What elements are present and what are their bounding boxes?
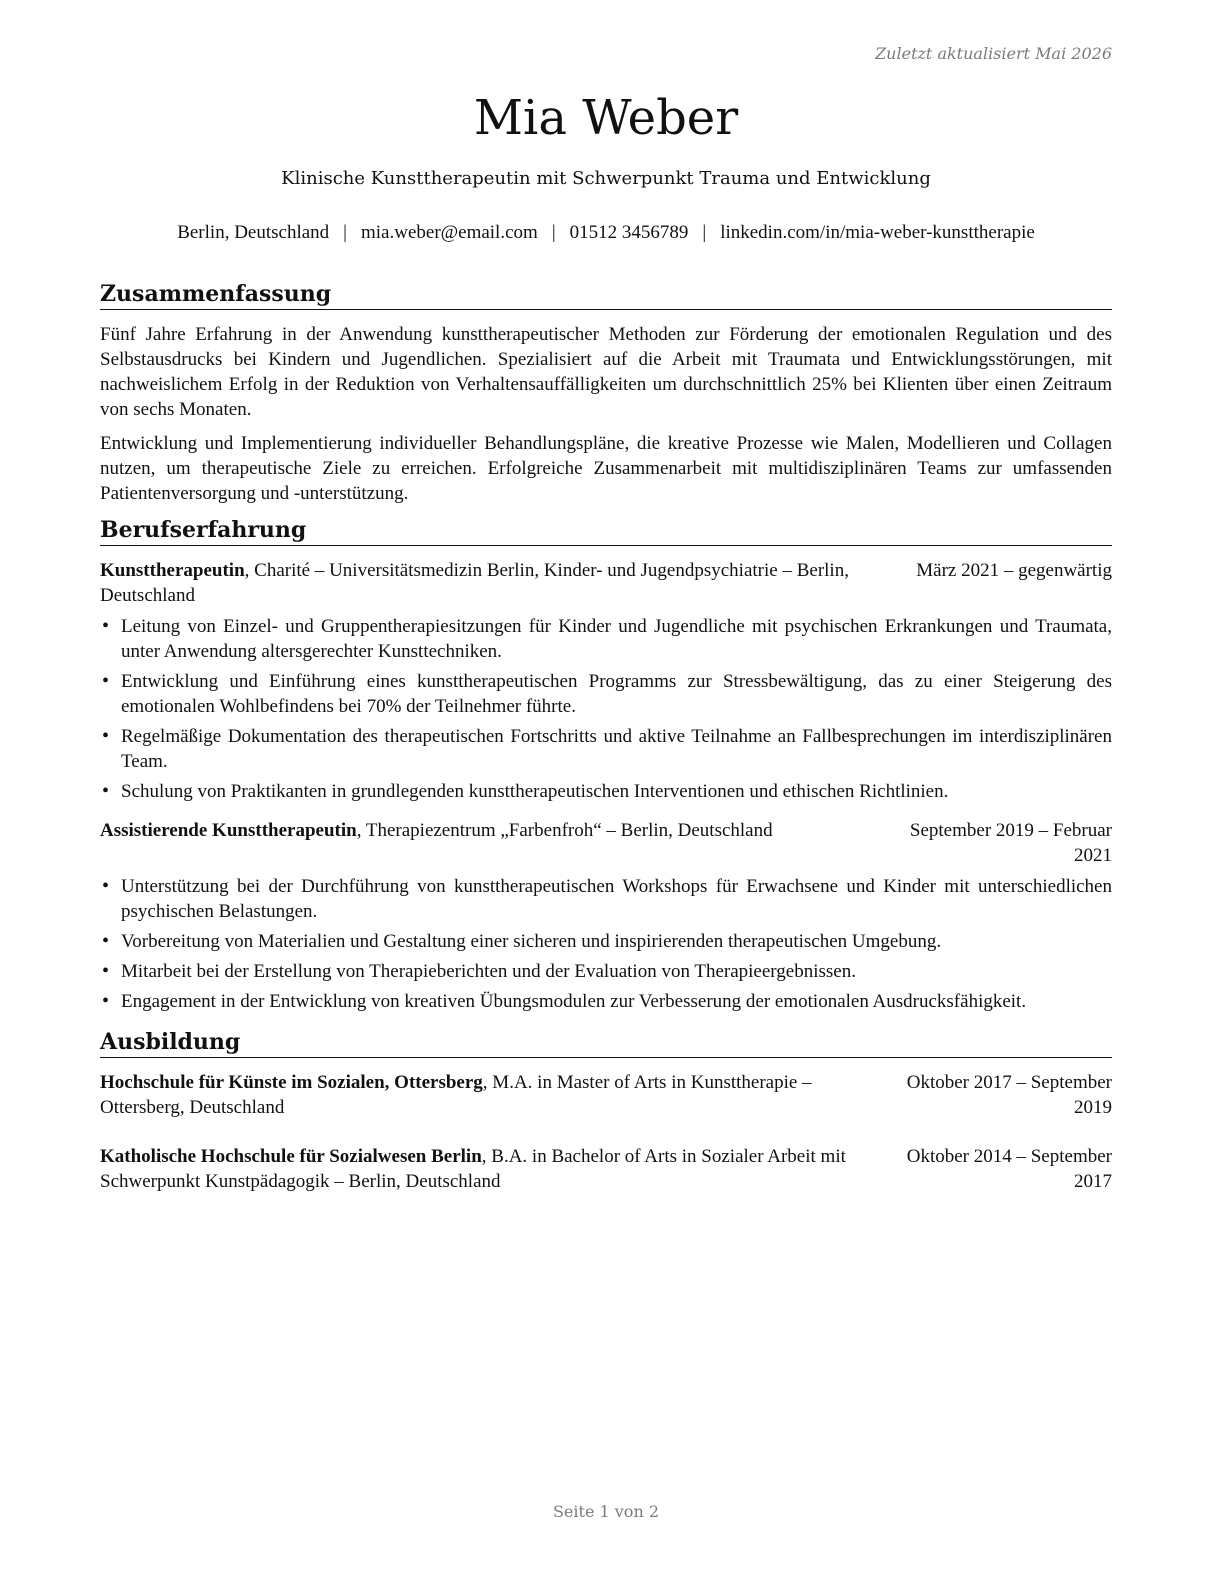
summary-paragraph: Entwicklung und Implementierung individueller Behandlungspläne, die kreative Prozesse wie Malen, Modellieren und Collagen nutzen, um therapeutische Ziele zu erreichen. Erfolgreiche Zusammenarbeit mit multidisziplinären Teams zur umfassenden Patientenversorgung und -unterstützung. <box>100 433 1112 504</box>
last-updated: Zuletzt aktualisiert Mai 2026 <box>875 44 1112 63</box>
job-dates: März 2021 – gegenwärtig <box>916 560 1112 581</box>
job-title-line <box>100 558 902 608</box>
education-header <box>100 1070 1112 1120</box>
candidate-name: Mia Weber <box>473 90 739 146</box>
section-title-experience: Berufserfahrung <box>100 516 1112 546</box>
list-item: • Schulung von Praktikanten in grundlegenden kunsttherapeutischen Interventionen und ethischen Richtlinien. <box>100 779 1112 804</box>
school-name: Hochschule für Künste im Sozialen, Ottersberg <box>100 1072 483 1093</box>
education-header <box>100 1144 1112 1194</box>
job-header <box>100 558 1112 608</box>
job-role: Kunsttherapeutin <box>100 560 245 581</box>
contact-location: Berlin, Deutschland <box>177 222 330 243</box>
job-header <box>100 818 1112 868</box>
contact-separator: | <box>551 222 556 243</box>
summary-section <box>100 280 1112 506</box>
school-name: Katholische Hochschule für Sozialwesen Berlin <box>100 1146 482 1167</box>
job-dates: September 2019 – Februar 2021 <box>909 820 1112 866</box>
list-item: • Vorbereitung von Materialien und Gestaltung einer sicheren und inspirierenden therapeutischen Umgebung. <box>100 929 1112 954</box>
job-entry <box>100 818 1112 1014</box>
resume-page <box>100 0 1112 1584</box>
job-entry <box>100 558 1112 804</box>
contact-email[interactable]: mia.weber@email.com <box>360 222 538 243</box>
list-item: • Regelmäßige Dokumentation des therapeutischen Fortschritts und aktive Teilnahme an Fallbesprechungen im interdisziplinären Team. <box>100 724 1112 774</box>
list-item: • Unterstützung bei der Durchführung von kunsttherapeutischen Workshops für Erwachsene und Kinder mit unterschiedlichen psychischen Belastungen. <box>100 874 1112 924</box>
contact-line <box>100 220 1112 245</box>
education-entry <box>100 1144 1112 1194</box>
education-dates: Oktober 2014 – September 2017 <box>906 1146 1112 1192</box>
list-item: • Leitung von Einzel- und Gruppentherapiesitzungen für Kinder und Jugendliche mit psychischen Erkrankungen und Traumata, unter Anwendung altersgerechter Kunsttechniken. <box>100 614 1112 664</box>
list-item: • Mitarbeit bei der Erstellung von Therapieberichten und der Evaluation von Therapieergebnissen. <box>100 959 1112 984</box>
job-title-line <box>100 818 862 843</box>
job-details: , Charité – Universitätsmedizin Berlin, Kinder- und Jugendpsychiatrie – Berlin, Deutschland <box>100 560 849 606</box>
degree-details: , B.A. in Bachelor of Arts in Sozialer Arbeit mit Schwerpunkt Kunstpädagogik – Berlin, Deutschland <box>100 1146 846 1192</box>
resume-content <box>100 270 1112 1218</box>
page-number: Seite 1 von 2 <box>552 1502 660 1521</box>
headline: Klinische Kunsttherapeutin mit Schwerpunkt Trauma und Entwicklung <box>281 168 931 189</box>
job-bullets <box>100 874 1112 1014</box>
contact-separator: | <box>343 222 347 243</box>
section-title-education: Ausbildung <box>100 1028 1112 1058</box>
job-details: , Therapiezentrum „Farbenfroh“ – Berlin, Deutschland <box>356 820 773 841</box>
list-item: • Engagement in der Entwicklung von kreativen Übungsmodulen zur Verbesserung der emotionalen Ausdrucksfähigkeit. <box>100 989 1112 1014</box>
experience-section <box>100 516 1112 1014</box>
contact-linkedin[interactable]: linkedin.com/in/mia-weber-kunsttherapie <box>720 222 1035 243</box>
section-title-summary: Zusammenfassung <box>100 280 1112 310</box>
contact-phone[interactable]: 01512 3456789 <box>569 222 689 243</box>
education-section <box>100 1028 1112 1194</box>
job-role: Assistierende Kunsttherapeutin <box>100 820 357 841</box>
education-entry <box>100 1070 1112 1120</box>
list-item: • Entwicklung und Einführung eines kunsttherapeutischen Programms zur Stressbewältigung, das zu einer Steigerung des emotionalen Wohlbefindens bei 70% der Teilnehmer führte. <box>100 669 1112 719</box>
education-line <box>100 1070 866 1120</box>
summary-paragraph: Fünf Jahre Erfahrung in der Anwendung kunsttherapeutischer Methoden zur Förderung der emotionalen Regulation und des Selbstausdrucks bei Kindern und Jugendlichen. Spezialisiert auf die Arbeit mit Traumata und Entwicklungsstörungen, mit nachweislichem Erfolg in der Reduktion von Verhaltensauffälligkeiten um durchschnittlich 25% bei Klienten über einen Zeitraum von sechs Monaten. <box>100 324 1112 420</box>
degree-details: , M.A. in Master of Arts in Kunsttherapie – Ottersberg, Deutschland <box>100 1072 812 1118</box>
contact-separator: | <box>702 222 707 243</box>
education-line <box>100 1144 866 1194</box>
job-bullets <box>100 614 1112 804</box>
education-dates: Oktober 2017 – September 2019 <box>906 1072 1112 1118</box>
